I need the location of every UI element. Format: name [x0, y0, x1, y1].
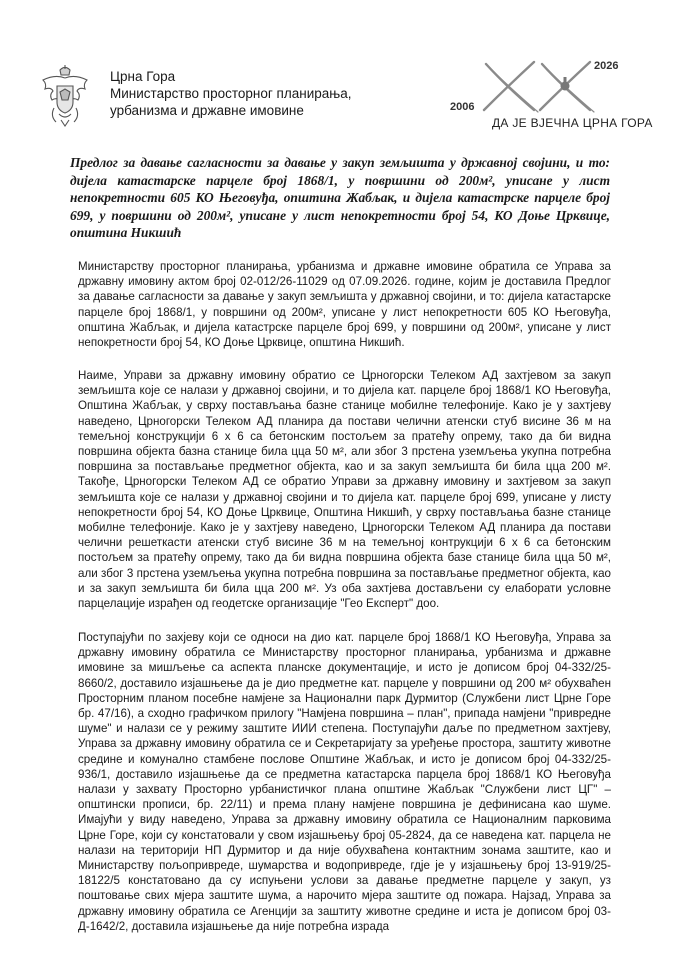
ministry-line-2: Министарство просторног планирања,: [110, 86, 352, 101]
ministry-country: Црна Гора: [110, 69, 176, 84]
body-paragraph-1: Министарству просторног планирања, урбанизма и државне имовине обратила се Управа за државну имовину актом број 02-012/26-11029 од 07.09.2026. године, којим је доставила Предлог за давање сагласности за давање у закуп земљишта у државној својини, и то: дијела катастарске парцеле број 1868/1, у површини од 200м², уписане у лист непокретности 605 КО Његовуђа, општина Жабљак, и дијела катастрске парцеле број 699, у површини од 200м², уписане у лист непокретности број 54, КО Доње Црквице, општина Никшић.: [78, 260, 611, 350]
body-paragraph-2: Наиме, Управи за државну имовину обратио се Црногорски Телеком АД захтјевом за закуп земљишта које се налази у државној својини, и то дијела кат. парцеле број 1868/1 КО Његовуђа, Општина Жабљак, у сврху постављања базне станице мобилне телефоније. Како је у захтјеву наведено, Црногорски Телеком АД планира да постави челични атенски стуб висине 36 м на темељној конструкцији 6 х 6 са бетонским постољем за пратећу опрему, тако да би видна површина објекта базна станице била цца 50 м², али због 3 прстена уземљења укупна потребна површина за постављање предметног објекта, као и за закуп земљишта би била цца 200 м². Такође, Црногорски Телеком АД се обратио Управи за државну имовину и захтјевом за закуп земљишта које се налази у државној својини и то дијела кат. парцеле број 699, уписане у листу непокретности број 54, КО Доње Црквице, Општина Никшић, у сврху постављања базне станице мобилне телефоније. Како је у захтјеву наведено, Црногорски Телеком АД планира да постави челични решеткасти атенски стуб висине 36 м на темељној контрукцији 6 х 6 са бетонским постољем за пратећу опрему, тако да би видна површина објекта базе станице била цца 50 м², али због 3 прстена уземљења укупна потребна површина за постављање предметног објекта, као и за закуп земљишта би била цца 200 м². Уз оба захтјева достављени су елаборати условне парцелације израђен од геодетске организације "Гео Експерт" доо.: [78, 369, 611, 611]
anniversary-start-year: 2006: [450, 101, 475, 113]
ministry-name: [110, 68, 352, 119]
ministry-line-3: урбанизма и државне имовине: [110, 103, 304, 118]
anniversary-slogan: ДА ЈЕ ВЈЕЧНА ЦРНА ГОРА: [492, 116, 653, 130]
body-paragraph-3: Поступајући по захјеву који се односи на дио кат. парцеле број 1868/1 КО Његовуђа, Управа за државну имовину обратила се Министарству просторног планирања, урбанизма и државне имовине за мишљење са аспекта планске документације, и исто је дописом број 04-332/25-8660/2, доставило изјашњење да је дио предметне кат. парцеле у површини од 200 м² обухваћен Просторним планом посебне намјене за Национални парк Дурмитор (Службени лист Црне Горе бр. 47/16), а сходно графичком прилогу "Намјена површина – план", припада намјени "привредне шуме" и налази се у режиму заштите ИИИ степена. Поступајући даље по предметном захтјеву, Управа за државну имовину обратила се и Секретаријату за уређење простора, заштиту животне средине и комунално стамбене послове Општине Жабљак, и исто је дописом број 04-332/25-936/1, доставило изјашњење да се предметна катастарска парцела број 1868/1 КО Његовуђа налази у захвату Просторно урбанистичког плана општине Жабљак "Службени лист ЦГ" – општински прописи, бр. 22/11) и према плану намјене површина је дефинисана као шуме. Имајући у виду наведено, Управа за државну имовину обратила се Националним парковима Црне Горе, који су констатовали у свом изјашњењу број 05-2824, да се наведена кат. парцела не налази на територији НП Дурмитор и да није обухваћена контактним зонама заштите, као и Министарству пољопривреде, шумарства и водопривреде, гдје је у изјашњењу број 13-919/25-18122/5 констатовано да су испуњени услови за давање предметне парцеле у закуп, уз поштовање свих мјера заштите шума, а нарочито мјера заштите од пожара. Најзад, Управа за државну имовину обратила се Агенцији за заштиту животне средине и иста је дописом број 03-Д-1642/2, доставила изјашњење да није потребна израда: [78, 631, 611, 933]
document-subject: Предлог за давање сагласности за давање у закуп земљишта у државној својини, и то: дијела катастарске парцеле број 1868/1, у површини од 200м², уписане у лист непокретности 605 КО Његовуђа, општина Жабљак, и дијела катастрске парцеле број 699, у површини од 200м², уписане у лист непокретности број 54, КО Доње Црквице, општина Никшић: [70, 155, 610, 241]
anniversary-end-year: 2026: [594, 60, 619, 72]
anniversary-logo: [446, 56, 653, 138]
xx-logo-icon: [476, 56, 602, 116]
coat-of-arms-icon: [40, 64, 90, 128]
